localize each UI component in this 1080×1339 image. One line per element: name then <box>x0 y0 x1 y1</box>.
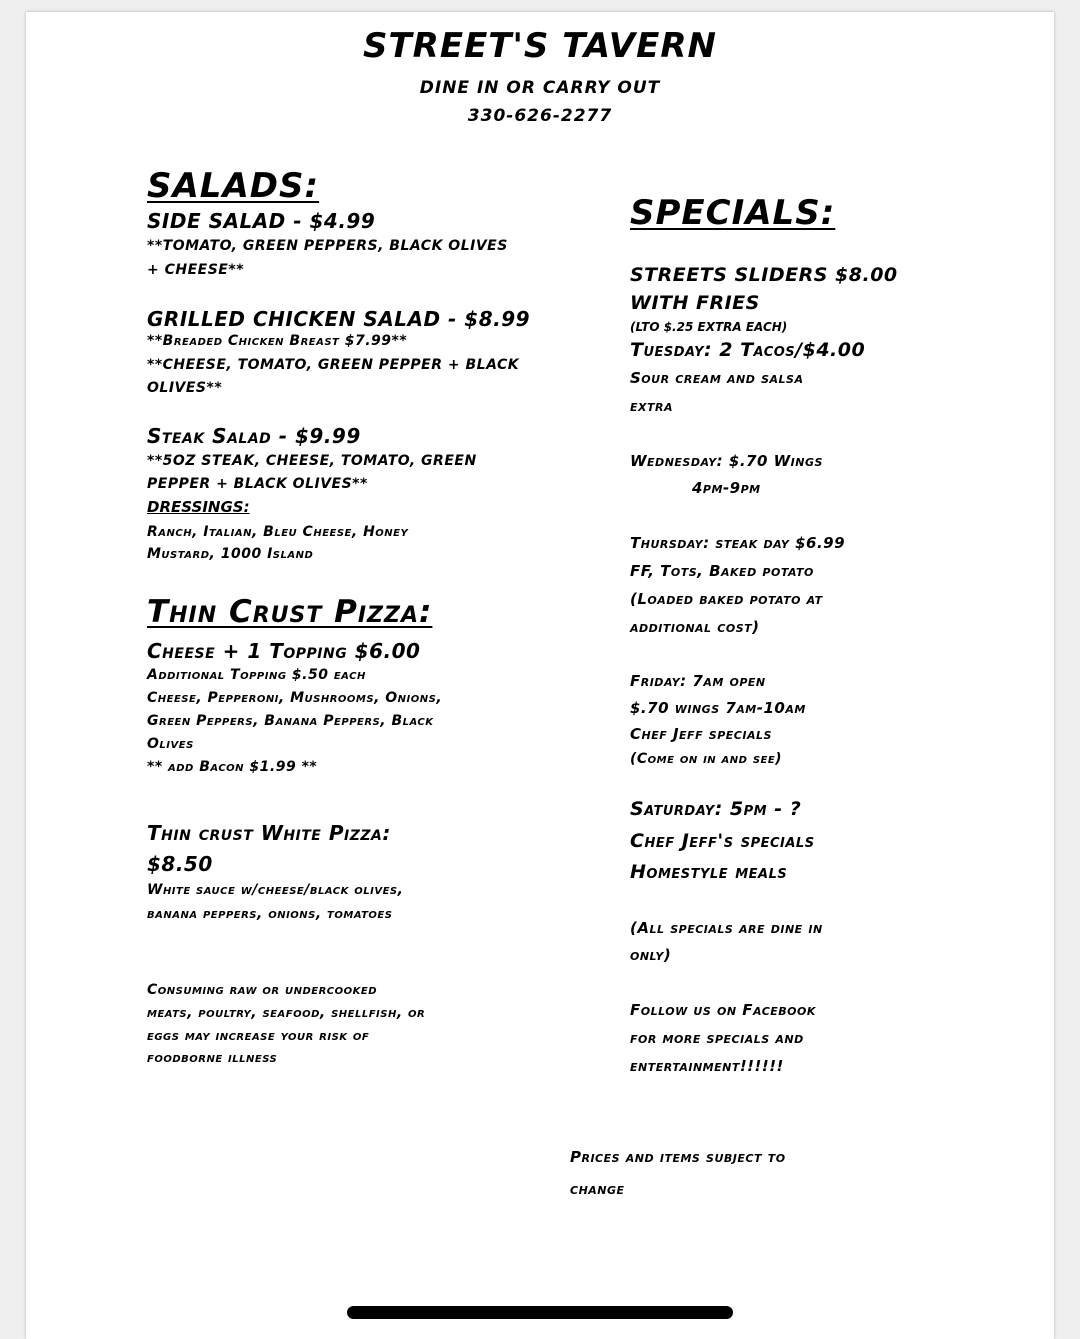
steak-salad-desc: PEPPER + BLACK OLIVES** <box>147 476 368 492</box>
white-pizza-price: $8.50 <box>147 852 213 876</box>
sliders-special: STREETS SLIDERS $8.00 <box>630 264 898 286</box>
friday-special: $.70 wings 7am-10am <box>630 699 806 717</box>
pizza-detail: Cheese, Pepperoni, Mushrooms, Onions, <box>147 690 443 706</box>
facebook-note: entertainment!!!!!! <box>630 1057 784 1075</box>
dine-in-only-note: (All specials are dine in <box>630 919 823 937</box>
food-safety-warning: eggs may increase your risk of <box>147 1028 370 1044</box>
tuesday-special-note: extra <box>630 397 673 415</box>
phone-number: 330-626-2277 <box>467 106 613 126</box>
grilled-chicken-salad-desc: **CHEESE, TOMATO, GREEN PEPPER + BLACK <box>147 357 520 373</box>
pizza-detail: Olives <box>147 736 194 752</box>
thin-crust-pizza-heading: Thin Crust Pizza: <box>147 594 433 630</box>
side-salad-desc: **TOMATO, GREEN PEPPERS, BLACK OLIVES <box>147 238 508 254</box>
thursday-special: (Loaded baked potato at <box>630 590 823 608</box>
side-salad-desc: + CHEESE** <box>147 262 245 278</box>
saturday-special: Saturday: 5pm - ? <box>630 798 802 820</box>
grilled-chicken-salad-title: GRILLED CHICKEN SALAD - $8.99 <box>147 307 531 331</box>
dressings-list: Ranch, Italian, Bleu Cheese, Honey <box>147 524 409 540</box>
prices-disclaimer: Prices and items subject to <box>570 1148 786 1166</box>
facebook-note: Follow us on Facebook <box>630 1001 816 1019</box>
wednesday-special-hours: 4pm-9pm <box>692 479 761 497</box>
friday-special: Chef Jeff specials <box>630 725 772 743</box>
cheese-pizza-title: Cheese + 1 Topping $6.00 <box>147 639 421 663</box>
tuesday-special: Tuesday: 2 Tacos/$4.00 <box>630 339 866 361</box>
dressings-list: Mustard, 1000 Island <box>147 546 314 562</box>
saturday-special: Chef Jeff's specials <box>630 830 815 852</box>
facebook-note: for more specials and <box>630 1029 804 1047</box>
steak-salad-desc: **5OZ STEAK, CHEESE, TOMATO, GREEN <box>147 453 477 469</box>
grilled-chicken-salad-desc: **Breaded Chicken Breast $7.99** <box>147 333 408 349</box>
steak-salad-title: Steak Salad - $9.99 <box>147 424 361 448</box>
white-pizza-desc: White sauce w/cheese/black olives, <box>147 882 404 898</box>
friday-special-note: (Come on in and see) <box>630 751 783 767</box>
add-bacon-note: ** add Bacon $1.99 ** <box>147 759 318 775</box>
thursday-special: Thursday: steak day $6.99 <box>630 534 846 552</box>
food-safety-warning: Consuming raw or undercooked <box>147 982 378 998</box>
wednesday-special: Wednesday: $.70 Wings <box>630 452 823 470</box>
dine-in-only-note: only) <box>630 946 672 964</box>
home-indicator-bar[interactable] <box>347 1306 733 1319</box>
pizza-detail: Additional Topping $.50 each <box>147 667 366 683</box>
saturday-special: Homestyle meals <box>630 861 788 883</box>
thursday-special: FF, Tots, Baked potato <box>630 562 814 580</box>
specials-heading: SPECIALS: <box>630 193 836 233</box>
grilled-chicken-salad-desc: OLIVES** <box>147 380 223 396</box>
food-safety-warning: meats, poultry, seafood, shellfish, or <box>147 1005 426 1021</box>
side-salad-title: SIDE SALAD - $4.99 <box>147 209 376 233</box>
restaurant-title: STREET'S TAVERN <box>363 26 717 66</box>
white-pizza-desc: banana peppers, onions, tomatoes <box>147 906 393 922</box>
food-safety-warning: foodborne illness <box>147 1050 278 1066</box>
dressings-label: DRESSINGS: <box>147 498 250 516</box>
friday-special: Friday: 7am open <box>630 672 766 690</box>
service-subtitle: DINE IN OR CARRY OUT <box>419 78 661 98</box>
thursday-special: additional cost) <box>630 618 760 636</box>
salads-heading: SALADS: <box>147 166 320 206</box>
sliders-note: (LTO $.25 EXTRA EACH) <box>630 320 788 334</box>
pizza-detail: Green Peppers, Banana Peppers, Black <box>147 713 434 729</box>
sliders-special: WITH FRIES <box>630 292 760 314</box>
tuesday-special-note: Sour cream and salsa <box>630 369 804 387</box>
white-pizza-title: Thin crust White Pizza: <box>147 821 391 845</box>
prices-disclaimer: change <box>570 1180 625 1198</box>
